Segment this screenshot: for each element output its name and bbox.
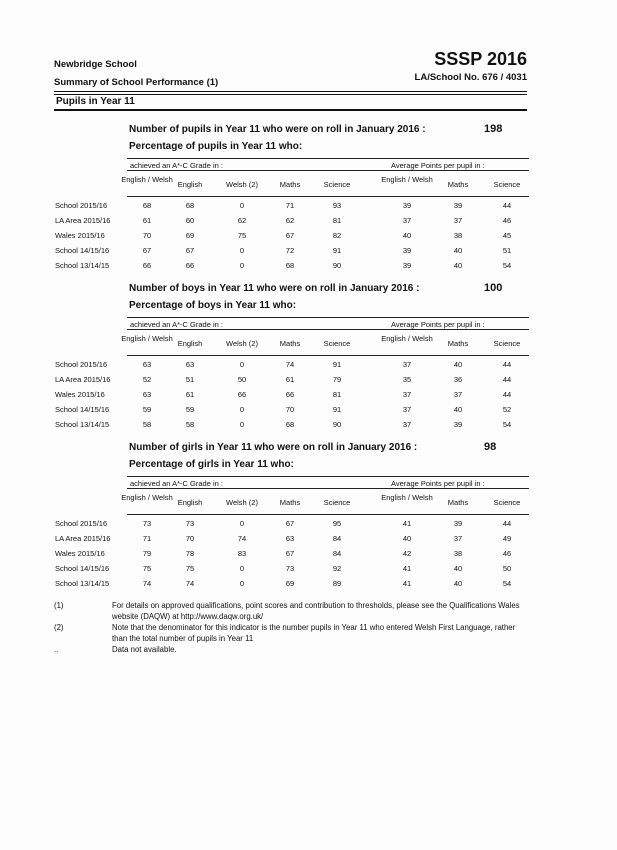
- footnote: [54, 622, 524, 644]
- column-header: Maths: [447, 498, 469, 507]
- table-cell: 73: [185, 519, 195, 528]
- table-cell: 67: [285, 549, 295, 558]
- report-title: SSSP 2016: [434, 49, 527, 69]
- table-cell: 69: [185, 231, 195, 240]
- table-cell: 91: [332, 405, 342, 414]
- table-cell: 37: [453, 390, 463, 399]
- group-label-average: Average Points per pupil in :: [391, 161, 485, 170]
- table-cell: 44: [502, 360, 512, 369]
- column-header: Maths: [279, 498, 301, 507]
- footnote-key: (1): [54, 601, 64, 610]
- table-cell: 49: [502, 534, 512, 543]
- table-cell: 0: [239, 246, 245, 255]
- table-cell: 35: [402, 375, 412, 384]
- row-label: School 14/15/16: [55, 564, 110, 573]
- block-rule-bottom: [127, 355, 529, 356]
- table-cell: 58: [185, 420, 195, 429]
- column-header: English / Welsh: [121, 334, 173, 343]
- block-question: Number of girls in Year 11 who were on roll in January 2016 :: [129, 442, 418, 453]
- table-cell: 60: [185, 216, 195, 225]
- group-label-achieved: achieved an A*-C Grade in :: [130, 320, 223, 329]
- table-cell: 37: [453, 534, 463, 543]
- section-title: Pupils in Year 11: [56, 96, 135, 107]
- footnote-text: Note that the denominator for this indicator is the number pupils in Year 11 who entered Welsh First Language, rather than the total number of pupils in Year 11: [112, 623, 516, 643]
- table-cell: 67: [285, 231, 295, 240]
- column-header: English: [177, 498, 203, 507]
- table-cell: 50: [237, 375, 247, 384]
- table-cell: 41: [402, 579, 412, 588]
- table-cell: 68: [142, 201, 152, 210]
- table-cell: 0: [239, 201, 245, 210]
- table-cell: 44: [502, 375, 512, 384]
- table-cell: 46: [502, 216, 512, 225]
- table-cell: 79: [332, 375, 342, 384]
- table-cell: 52: [142, 375, 152, 384]
- table-cell: 46: [502, 549, 512, 558]
- table-cell: 63: [185, 360, 195, 369]
- table-cell: 37: [402, 360, 412, 369]
- column-header: Maths: [279, 339, 301, 348]
- table-cell: 62: [237, 216, 247, 225]
- table-cell: 90: [332, 261, 342, 270]
- block-rule-mid: [127, 170, 529, 171]
- table-cell: 39: [453, 420, 463, 429]
- block-rule-top: [127, 158, 529, 159]
- table-cell: 69: [285, 579, 295, 588]
- table-cell: 40: [402, 534, 412, 543]
- block-rule-mid: [127, 488, 529, 489]
- table-cell: 91: [332, 246, 342, 255]
- table-cell: 39: [453, 519, 463, 528]
- column-header: Welsh (2): [226, 180, 258, 189]
- table-cell: 44: [502, 390, 512, 399]
- table-cell: 63: [285, 534, 295, 543]
- block-count: 98: [484, 441, 497, 453]
- row-label: School 14/15/16: [55, 405, 110, 414]
- block-pct-title: Percentage of girls in Year 11 who:: [129, 459, 294, 470]
- row-label: School 14/15/16: [55, 246, 110, 255]
- table-cell: 0: [239, 564, 245, 573]
- table-cell: 68: [285, 420, 295, 429]
- row-label: School 2015/16: [55, 519, 108, 528]
- column-header: Maths: [447, 339, 469, 348]
- table-cell: 0: [239, 579, 245, 588]
- table-cell: 0: [239, 420, 245, 429]
- group-label-average: Average Points per pupil in :: [391, 320, 485, 329]
- table-cell: 40: [453, 360, 463, 369]
- column-header: Science: [493, 498, 521, 507]
- table-cell: 52: [502, 405, 512, 414]
- footnote: [54, 644, 524, 656]
- column-header: Science: [323, 180, 351, 189]
- section-rule: [54, 109, 527, 111]
- header-left: [54, 56, 218, 92]
- table-cell: 40: [453, 405, 463, 414]
- table-cell: 91: [332, 360, 342, 369]
- header-right: [415, 48, 527, 83]
- table-cell: 39: [402, 246, 412, 255]
- table-cell: 73: [285, 564, 295, 573]
- table-cell: 90: [332, 420, 342, 429]
- table-cell: 63: [142, 360, 152, 369]
- row-label: LA Area 2015/16: [55, 534, 111, 543]
- school-name: Newbridge School: [54, 59, 137, 70]
- table-cell: 74: [285, 360, 295, 369]
- column-header: Maths: [447, 180, 469, 189]
- table-cell: 79: [142, 549, 152, 558]
- column-header: Welsh (2): [226, 498, 258, 507]
- table-cell: 89: [332, 579, 342, 588]
- table-cell: 42: [402, 549, 412, 558]
- row-label: School 13/14/15: [55, 261, 110, 270]
- group-label-average: Average Points per pupil in :: [391, 479, 485, 488]
- table-cell: 39: [402, 201, 412, 210]
- table-cell: 0: [239, 261, 245, 270]
- block-rule-top: [127, 476, 529, 477]
- table-cell: 45: [502, 231, 512, 240]
- table-cell: 83: [237, 549, 247, 558]
- row-label: Wales 2015/16: [55, 390, 105, 399]
- table-cell: 75: [185, 564, 195, 573]
- table-cell: 82: [332, 231, 342, 240]
- table-cell: 71: [285, 201, 295, 210]
- table-cell: 67: [142, 246, 152, 255]
- table-cell: 75: [142, 564, 152, 573]
- table-cell: 66: [285, 390, 295, 399]
- table-cell: 39: [453, 201, 463, 210]
- table-cell: 74: [237, 534, 247, 543]
- row-label: School 2015/16: [55, 360, 108, 369]
- row-label: School 2015/16: [55, 201, 108, 210]
- table-cell: 93: [332, 201, 342, 210]
- table-cell: 81: [332, 216, 342, 225]
- table-cell: 54: [502, 579, 512, 588]
- footnote-key: (2): [54, 623, 64, 632]
- table-cell: 54: [502, 261, 512, 270]
- table-cell: 38: [453, 231, 463, 240]
- block-pct-title: Percentage of pupils in Year 11 who:: [129, 141, 303, 152]
- table-cell: 0: [239, 360, 245, 369]
- table-cell: 84: [332, 534, 342, 543]
- table-cell: 71: [142, 534, 152, 543]
- column-header: English / Welsh: [121, 493, 173, 502]
- column-header: English / Welsh: [381, 493, 433, 502]
- table-cell: 68: [285, 261, 295, 270]
- table-cell: 37: [453, 216, 463, 225]
- row-label: Wales 2015/16: [55, 231, 105, 240]
- table-cell: 70: [285, 405, 295, 414]
- footnotes: [54, 600, 524, 656]
- table-cell: 44: [502, 201, 512, 210]
- column-header: English / Welsh: [381, 175, 433, 184]
- table-cell: 37: [402, 216, 412, 225]
- block-rule-mid: [127, 329, 529, 330]
- table-cell: 84: [332, 549, 342, 558]
- table-cell: 74: [142, 579, 152, 588]
- footnote-text: For details on approved qualifications, point scores and contribution to thresholds, please see the Qualifications Wales website (DAQW) at http://www.daqw.org.uk/: [112, 601, 520, 621]
- summary-title: Summary of School Performance (1): [54, 77, 219, 88]
- table-cell: 54: [502, 420, 512, 429]
- table-cell: 63: [142, 390, 152, 399]
- table-cell: 40: [402, 231, 412, 240]
- group-label-achieved: achieved an A*-C Grade in :: [130, 161, 223, 170]
- table-cell: 51: [502, 246, 512, 255]
- column-header: Maths: [279, 180, 301, 189]
- row-label: LA Area 2015/16: [55, 216, 111, 225]
- footnote-text: Data not available.: [112, 645, 177, 654]
- footnote: [54, 600, 524, 622]
- table-cell: 73: [142, 519, 152, 528]
- table-cell: 59: [185, 405, 195, 414]
- table-cell: 66: [142, 261, 152, 270]
- la-school-number: LA/School No. 676 / 4031: [414, 72, 527, 83]
- table-cell: 61: [185, 390, 195, 399]
- table-cell: 40: [453, 564, 463, 573]
- table-cell: 61: [142, 216, 152, 225]
- table-cell: 40: [453, 246, 463, 255]
- table-cell: 50: [502, 564, 512, 573]
- table-cell: 70: [142, 231, 152, 240]
- table-cell: 72: [285, 246, 295, 255]
- table-cell: 0: [239, 519, 245, 528]
- table-cell: 68: [185, 201, 195, 210]
- block-count: 198: [484, 123, 503, 135]
- table-cell: 39: [402, 261, 412, 270]
- column-header: English: [177, 339, 203, 348]
- table-cell: 41: [402, 519, 412, 528]
- table-cell: 37: [402, 405, 412, 414]
- table-cell: 66: [237, 390, 247, 399]
- table-cell: 92: [332, 564, 342, 573]
- table-cell: 36: [453, 375, 463, 384]
- table-cell: 66: [185, 261, 195, 270]
- table-cell: 41: [402, 564, 412, 573]
- table-cell: 70: [185, 534, 195, 543]
- column-header: Science: [493, 180, 521, 189]
- column-header: English / Welsh: [121, 175, 173, 184]
- table-cell: 44: [502, 519, 512, 528]
- column-header: Science: [323, 498, 351, 507]
- table-cell: 67: [185, 246, 195, 255]
- column-header: Science: [493, 339, 521, 348]
- column-header: Welsh (2): [226, 339, 258, 348]
- column-header: English: [177, 180, 203, 189]
- block-question: Number of pupils in Year 11 who were on roll in January 2016 :: [129, 124, 426, 135]
- table-cell: 58: [142, 420, 152, 429]
- table-cell: 59: [142, 405, 152, 414]
- table-cell: 0: [239, 405, 245, 414]
- block-rule-bottom: [127, 196, 529, 197]
- row-label: LA Area 2015/16: [55, 375, 111, 384]
- table-cell: 62: [285, 216, 295, 225]
- column-header: English / Welsh: [381, 334, 433, 343]
- table-cell: 67: [285, 519, 295, 528]
- column-header: Science: [323, 339, 351, 348]
- group-label-achieved: achieved an A*-C Grade in :: [130, 479, 223, 488]
- footnote-key: ..: [54, 645, 59, 654]
- table-cell: 75: [237, 231, 247, 240]
- table-cell: 81: [332, 390, 342, 399]
- table-cell: 61: [285, 375, 295, 384]
- block-rule-bottom: [127, 514, 529, 515]
- row-label: School 13/14/15: [55, 579, 110, 588]
- table-cell: 37: [402, 420, 412, 429]
- header-rule-thin: [54, 91, 527, 92]
- table-cell: 95: [332, 519, 342, 528]
- row-label: Wales 2015/16: [55, 549, 105, 558]
- block-count: 100: [484, 282, 503, 294]
- block-question: Number of boys in Year 11 who were on roll in January 2016 :: [129, 283, 420, 294]
- table-cell: 78: [185, 549, 195, 558]
- row-label: School 13/14/15: [55, 420, 110, 429]
- block-rule-top: [127, 317, 529, 318]
- table-cell: 74: [185, 579, 195, 588]
- block-pct-title: Percentage of boys in Year 11 who:: [129, 300, 297, 311]
- table-cell: 38: [453, 549, 463, 558]
- table-cell: 40: [453, 579, 463, 588]
- table-cell: 40: [453, 261, 463, 270]
- table-cell: 51: [185, 375, 195, 384]
- header-rule-thin-2: [54, 94, 527, 95]
- table-cell: 37: [402, 390, 412, 399]
